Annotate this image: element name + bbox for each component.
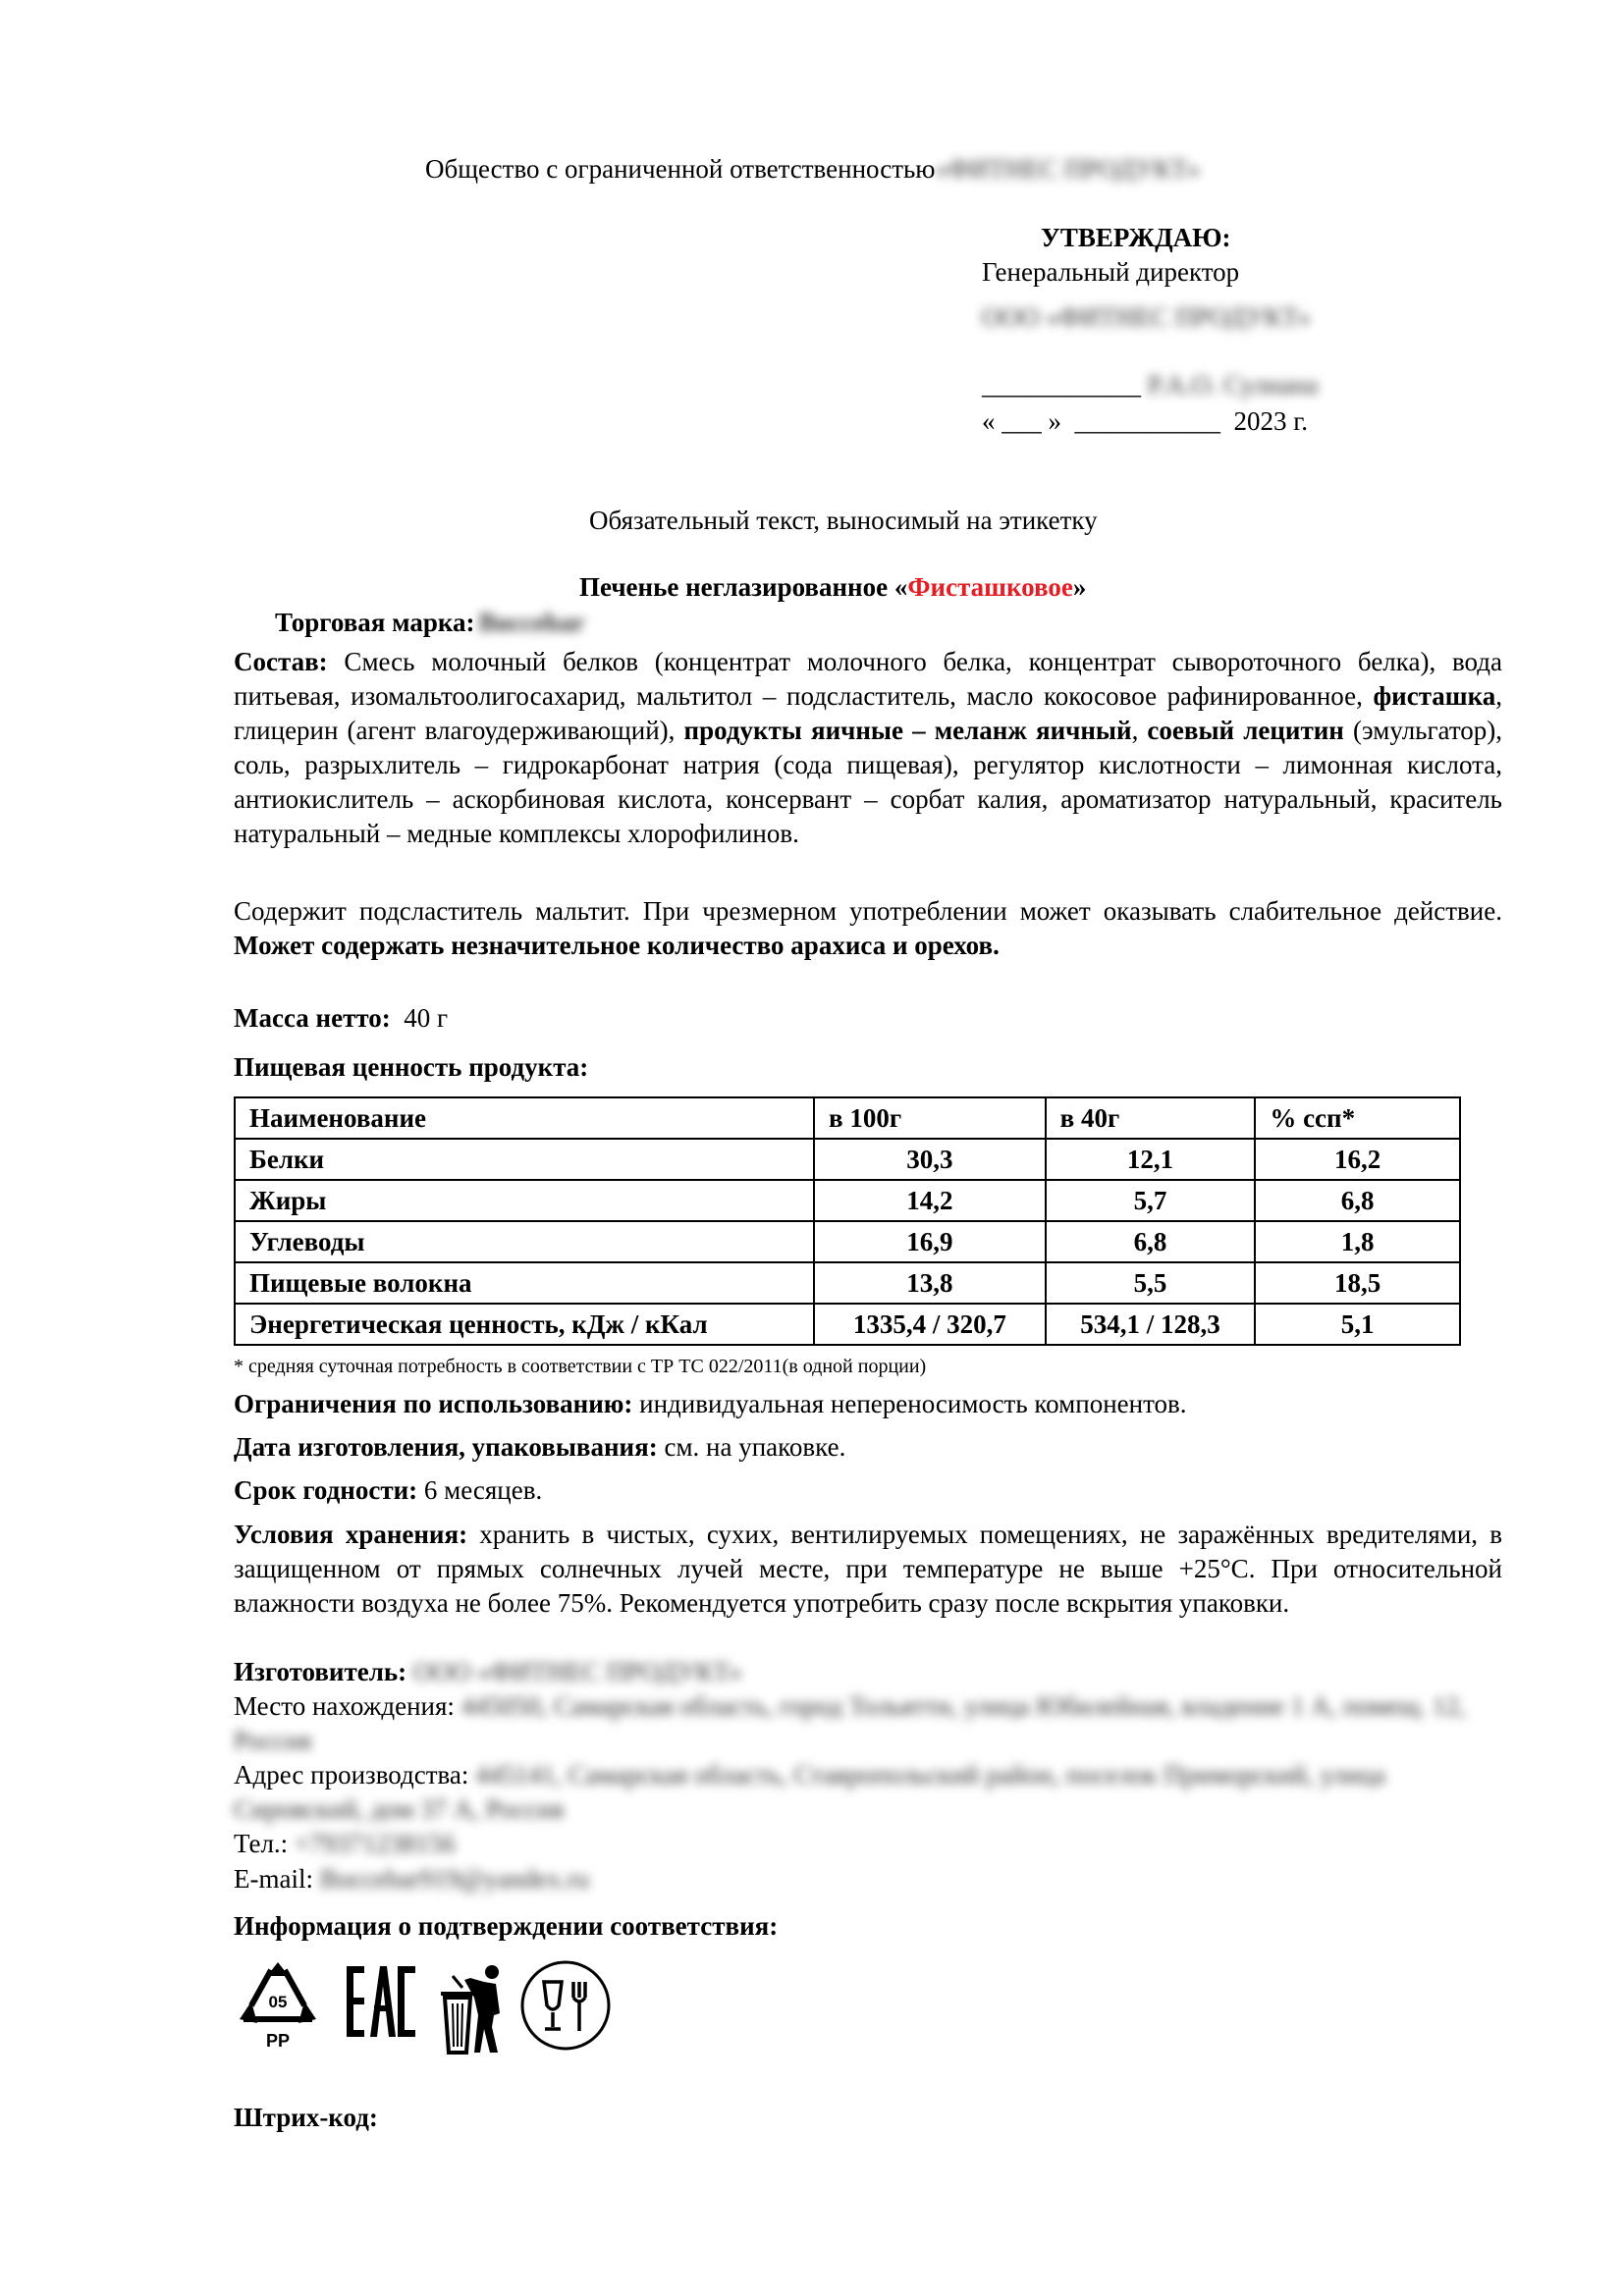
tidy-man-bin-icon xyxy=(435,1958,504,2056)
table-cell: 16,2 xyxy=(1255,1139,1460,1180)
table-header-cell: % ссп* xyxy=(1255,1097,1460,1139)
eac-icon xyxy=(347,1966,415,2037)
organization-line xyxy=(425,154,1200,185)
nutrition-table xyxy=(234,1096,1461,1346)
organization-prefix: Общество с ограниченной ответственностью xyxy=(425,154,936,184)
allergen-warning: Может содержать незначительное количество арахиса и орехов. xyxy=(234,931,1000,960)
location-label: Место нахождения: xyxy=(234,1691,455,1721)
table-row xyxy=(235,1304,1460,1345)
restrictions-label: Ограничения по использованию: xyxy=(234,1389,633,1418)
table-cell: Пищевые волокна xyxy=(235,1262,814,1304)
phone-redacted: +79371238156 xyxy=(294,1829,456,1858)
table-cell: 6,8 xyxy=(1046,1221,1256,1262)
signature-line: ____________ xyxy=(982,370,1141,400)
storage-conditions xyxy=(234,1518,1502,1621)
table-cell: 5,1 xyxy=(1255,1304,1460,1345)
location-redacted: 445050, Самарская область, город Тольятти, улица Юбилейная, владение 1 А, помещ. 12, Россия xyxy=(234,1691,1466,1755)
production-label: Адрес производства: xyxy=(234,1760,469,1789)
composition xyxy=(234,645,1502,851)
composition-text: (эмульгатор), соль, разрыхлитель – гидрокарбонат натрия (сода пищевая), регулятор кислотности – лимонная кислота, антиокислитель – аскорбиновая кислота, консервант – сорбат калия, ароматизатор натуральный, краситель натуральный – медные комплексы хлорофилинов. xyxy=(234,716,1503,848)
manufacturer xyxy=(234,1655,1520,1689)
signature-line-row xyxy=(982,370,1318,400)
conformity-label: Информация о подтверждении соответствия: xyxy=(234,1911,779,1941)
nutrition-title: Пищевая ценность продукта: xyxy=(234,1052,589,1082)
composition-bold-pistachio: фисташка xyxy=(1373,681,1496,711)
manufacture-date-value: см. на упаковке. xyxy=(657,1432,846,1462)
table-cell: 13,8 xyxy=(814,1262,1046,1304)
approval-title: УТВЕРЖДАЮ: xyxy=(1041,223,1231,252)
shelf-life-label: Срок годности: xyxy=(234,1475,418,1505)
product-name xyxy=(579,572,1086,603)
table-header-cell: в 40г xyxy=(1046,1097,1256,1139)
product-name-suffix: » xyxy=(1072,572,1087,602)
table-row xyxy=(235,1180,1460,1221)
food-contact-glass-fork-icon xyxy=(518,1958,613,2053)
manufacturer-label: Изготовитель: xyxy=(234,1657,407,1686)
composition-bold-eggs: продукты яичные – меланж яичный xyxy=(683,716,1132,745)
composition-bold-lecithin: соевый лецитин xyxy=(1147,716,1344,745)
brand-line xyxy=(275,608,585,638)
shelf-life xyxy=(234,1473,1520,1508)
net-weight-value: 40 г xyxy=(390,1003,449,1033)
composition-label: Состав: xyxy=(234,647,328,676)
composition-text: , глицерин (агент влагоудерживающий), xyxy=(234,681,1502,745)
table-header-cell: в 100г xyxy=(814,1097,1046,1139)
barcode-label: Штрих-код: xyxy=(234,2103,378,2132)
organization-name-redacted: «ФИТНЕС ПРОДУКТ» xyxy=(935,154,1201,184)
table-cell: 18,5 xyxy=(1255,1262,1460,1304)
warning-text: Содержит подсластитель мальтит. При чрезмерном употреблении может оказывать слабительное действие. xyxy=(234,896,1502,926)
shelf-life-value: 6 месяцев. xyxy=(417,1475,543,1505)
recycle-material: PP xyxy=(265,2031,291,2051)
signatory-redacted: Р.А.О. Сулиана xyxy=(1147,370,1319,400)
phone xyxy=(234,1827,1520,1861)
document-subtitle: Обязательный текст, выносимый на этикетку xyxy=(589,506,1098,535)
table-row xyxy=(235,1139,1460,1180)
net-weight xyxy=(234,1001,1520,1036)
recycle-pp-icon xyxy=(234,1958,322,2056)
table-row xyxy=(235,1221,1460,1262)
product-name-prefix: Печенье неглазированное « xyxy=(579,572,908,602)
table-cell: 534,1 / 128,3 xyxy=(1046,1304,1256,1345)
storage-value: хранить в чистых, сухих, вентилируемых помещениях, не заражённых вредителями, в защищенном от прямых солнечных лучей месте, при температуре не выше +25°С. При относительной влажности воздуха не более 75%. Рекомендуется употребить сразу после вскрытия упаковки. xyxy=(234,1520,1502,1618)
composition-text: , xyxy=(1131,716,1148,745)
email-redacted: Boccebar919@yandex.ru xyxy=(319,1864,590,1894)
phone-label: Тел.: xyxy=(234,1829,289,1858)
approval-position: Генеральный директор xyxy=(982,257,1240,287)
storage-label: Условия хранения: xyxy=(234,1520,468,1549)
production-address xyxy=(234,1758,1502,1827)
table-header-row xyxy=(235,1097,1460,1139)
manufacturer-location xyxy=(234,1689,1502,1758)
restrictions xyxy=(234,1387,1520,1421)
approval-company-redacted: ООО «ФИТНЕС ПРОДУКТ» xyxy=(982,302,1311,332)
product-name-highlight: Фисташковое xyxy=(907,572,1073,602)
recycle-code: 05 xyxy=(268,1993,288,2011)
table-cell: Углеводы xyxy=(235,1221,814,1262)
table-cell: Энергетическая ценность, кДж / кКал xyxy=(235,1304,814,1345)
manufacturer-name-redacted: ООО «ФИТНЕС ПРОДУКТ» xyxy=(412,1657,742,1686)
table-cell: 14,2 xyxy=(814,1180,1046,1221)
nutrition-footnote: * средняя суточная потребность в соответствии с ТР ТС 022/2011(в одной порции) xyxy=(234,1356,927,1377)
net-weight-label: Масса нетто: xyxy=(234,1003,391,1033)
table-cell: 1,8 xyxy=(1255,1221,1460,1262)
restrictions-value: индивидуальная непереносимость компонентов. xyxy=(632,1389,1187,1418)
composition-text: Смесь молочный белков (концентрат молочного белка, концентрат сывороточного белка), вода питьевая, изомальтоолигосахарид, мальтитол – подсластитель, масло кокосовое рафинированное, xyxy=(234,647,1502,711)
email-label: E-mail: xyxy=(234,1864,313,1894)
table-cell: 16,9 xyxy=(814,1221,1046,1262)
table-row xyxy=(235,1262,1460,1304)
brand-label: Торговая марка: xyxy=(275,608,475,637)
table-header-cell: Наименование xyxy=(235,1097,814,1139)
production-redacted: 445141, Самарская область, Ставропольский район, поселок Приморский, улица Сировский, дом 37 А, Россия xyxy=(234,1760,1385,1824)
email xyxy=(234,1862,1520,1896)
manufacture-date-label: Дата изготовления, упаковывания: xyxy=(234,1432,658,1462)
table-cell: 30,3 xyxy=(814,1139,1046,1180)
table-cell: 1335,4 / 320,7 xyxy=(814,1304,1046,1345)
manufacture-date xyxy=(234,1430,1520,1465)
table-cell: Белки xyxy=(235,1139,814,1180)
table-cell: Жиры xyxy=(235,1180,814,1221)
table-cell: 5,7 xyxy=(1046,1180,1256,1221)
table-cell: 6,8 xyxy=(1255,1180,1460,1221)
table-cell: 5,5 xyxy=(1046,1262,1256,1304)
approval-date-line: « ___ » ___________ 2023 г. xyxy=(982,406,1309,436)
table-cell: 12,1 xyxy=(1046,1139,1256,1180)
sweetener-warning xyxy=(234,894,1502,963)
brand-name-redacted: Boccebar xyxy=(478,608,585,637)
